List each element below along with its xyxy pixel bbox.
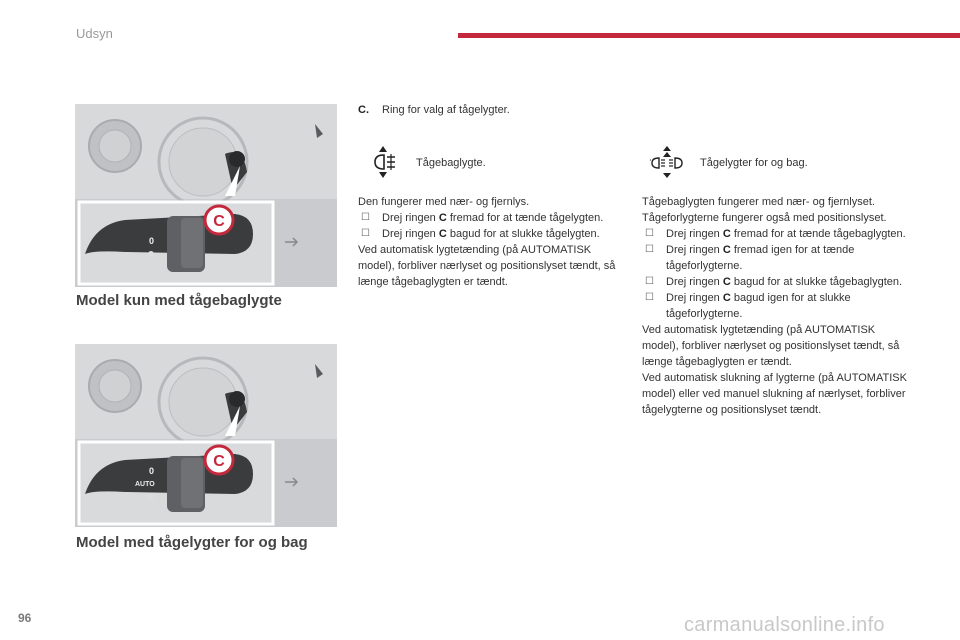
callout-c: C bbox=[213, 453, 225, 470]
text-column-front-rear-fog bbox=[642, 194, 912, 418]
paragraph: Den fungerer med nær- og fjernlys. bbox=[358, 196, 530, 208]
list-item bbox=[358, 210, 620, 226]
list-item bbox=[642, 290, 912, 322]
rear-fog-light-icon bbox=[371, 145, 401, 179]
text: Drej ringen bbox=[666, 228, 723, 240]
watermark: carmanualsonline.info bbox=[684, 614, 885, 636]
illustration-rear-fog-model bbox=[75, 104, 337, 287]
bullet-icon: ☐ bbox=[645, 244, 654, 255]
page-number: 96 bbox=[18, 611, 32, 625]
front-and-rear-fog-light-icon bbox=[650, 145, 680, 179]
text: bagud for at slukke tågebaglygten. bbox=[730, 276, 903, 288]
ring-ref: C bbox=[438, 212, 447, 224]
paragraph: Ved automatisk lygtetænding (på AUTOMATISK model), forbliver nærlyset og positionslyset tændt, så længe tågebaglygten er tændt. bbox=[642, 324, 900, 368]
text: bagud igen for at slukke tågeforlygterne. bbox=[666, 292, 851, 320]
bullet-icon: ☐ bbox=[645, 292, 654, 303]
legend-key: C. bbox=[358, 104, 369, 116]
bullet-icon: ☐ bbox=[645, 228, 654, 239]
legend-item bbox=[358, 104, 510, 116]
list-item bbox=[642, 226, 912, 242]
legend-text: Ring for valg af tågelygter. bbox=[382, 104, 510, 116]
paragraph: Tågebaglygten fungerer med nær- og fjernlyset. Tågeforlygterne fungerer også med positionslyset. bbox=[642, 196, 887, 224]
text: Drej ringen bbox=[382, 212, 439, 224]
header-accent-bar bbox=[458, 33, 960, 38]
list-item bbox=[642, 274, 912, 290]
text: Drej ringen bbox=[666, 292, 723, 304]
section-title: Udsyn bbox=[76, 26, 113, 41]
text: Drej ringen bbox=[382, 228, 439, 240]
list-item bbox=[642, 242, 912, 274]
figure-caption: Model kun med tågebaglygte bbox=[76, 292, 282, 309]
bullet-icon: ☐ bbox=[361, 228, 370, 239]
callout-c: C bbox=[213, 213, 225, 230]
ring-ref: C bbox=[722, 292, 731, 304]
illustration-front-rear-fog-model bbox=[75, 344, 337, 527]
text: Drej ringen bbox=[666, 276, 723, 288]
text: Drej ringen bbox=[666, 244, 723, 256]
text: fremad igen for at tænde tågeforlygterne. bbox=[666, 244, 855, 272]
bullet-icon: ☐ bbox=[645, 276, 654, 287]
ring-ref: C bbox=[438, 228, 447, 240]
ring-ref: C bbox=[722, 228, 731, 240]
figure-caption: Model med tågelygter for og bag bbox=[76, 534, 308, 551]
paragraph: Ved automatisk lygtetænding (på AUTOMATISK model), forbliver nærlyset og positionslyset tændt, så længe tågebaglygten er tændt. bbox=[358, 244, 616, 288]
text-column-rear-fog bbox=[358, 194, 620, 290]
symbol-label: Tågelygter for og bag. bbox=[700, 157, 808, 169]
ring-ref: C bbox=[722, 276, 731, 288]
paragraph: Ved automatisk slukning af lygterne (på AUTOMATISK model) eller ved manuel slukning af nærlyset, forbliver tågelygterne og positionslyset tændt. bbox=[642, 372, 907, 416]
symbol-label: Tågebaglygte. bbox=[416, 157, 486, 169]
list-item bbox=[358, 226, 620, 242]
text: fremad for at tænde tågebaglygten. bbox=[730, 228, 906, 240]
ring-ref: C bbox=[722, 244, 731, 256]
text: fremad for at tænde tågelygten. bbox=[446, 212, 604, 224]
svg-text:0: 0 bbox=[149, 466, 155, 476]
text: bagud for at slukke tågelygten. bbox=[446, 228, 600, 240]
svg-text:0: 0 bbox=[149, 236, 155, 246]
bullet-icon: ☐ bbox=[361, 212, 370, 223]
auto-label: AUTO bbox=[135, 481, 155, 488]
